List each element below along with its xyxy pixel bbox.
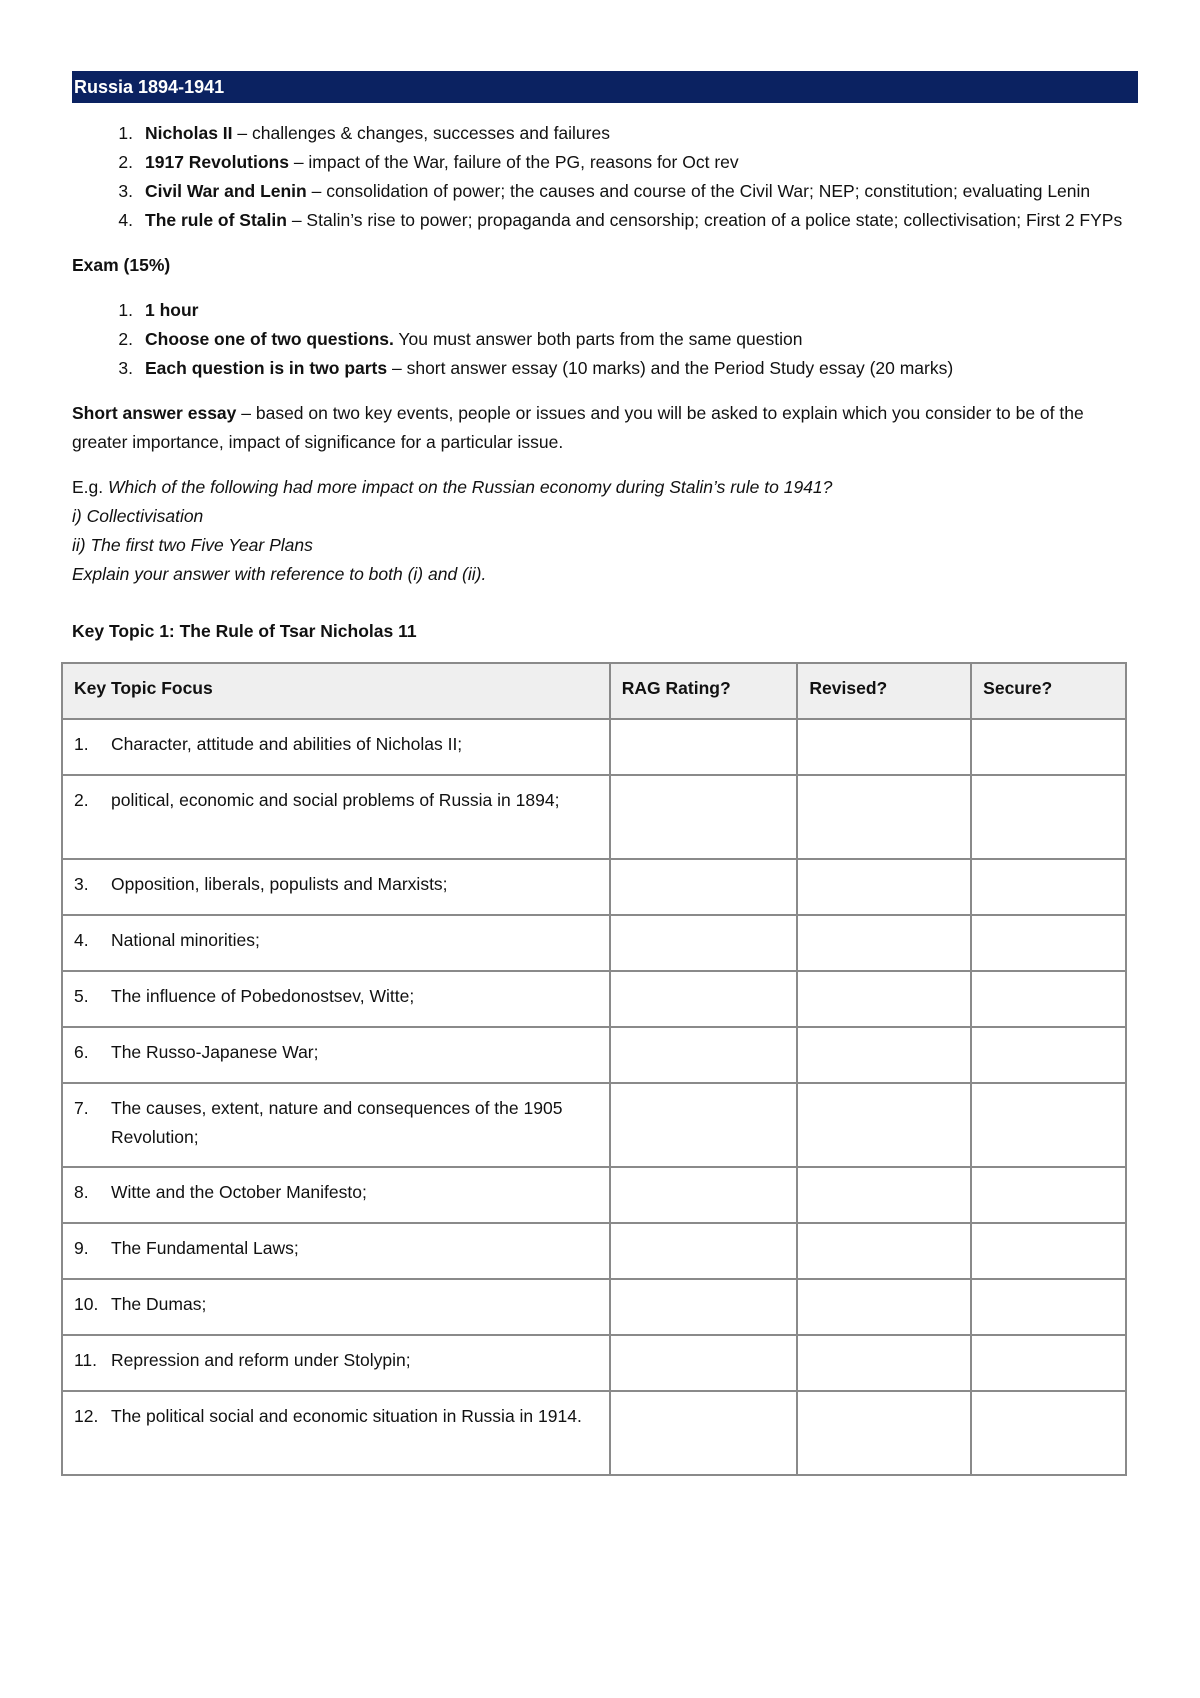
focus-cell (62, 1223, 610, 1279)
list-item (72, 296, 1138, 325)
row-number: 4. (74, 930, 89, 950)
revised-cell[interactable] (797, 1027, 971, 1083)
short-answer-paragraph (72, 399, 1138, 457)
list-item (72, 148, 1138, 177)
secure-cell[interactable] (971, 1391, 1126, 1475)
row-text: political, economic and social problems of Russia in 1894; (111, 790, 560, 810)
table-row (62, 719, 1126, 775)
rag-cell[interactable] (610, 915, 798, 971)
exam-heading: Exam (15%) (72, 255, 171, 275)
row-number: 12. (74, 1406, 99, 1426)
row-text: The influence of Pobedonostsev, Witte; (111, 986, 415, 1006)
table-header-row (62, 663, 1126, 719)
rag-cell[interactable] (610, 719, 798, 775)
secure-cell[interactable] (971, 1083, 1126, 1167)
column-header-focus: Key Topic Focus (62, 663, 610, 719)
short-answer-text: – based on two key events, people or issues and you will be asked to explain which you consider to be of the greater importance, impact of significance for a particular issue. (72, 403, 1084, 452)
revised-cell[interactable] (797, 971, 971, 1027)
list-number: 2. (118, 152, 133, 172)
column-header-revised: Revised? (797, 663, 971, 719)
table-row (62, 1223, 1126, 1279)
focus-cell (62, 719, 610, 775)
revised-cell[interactable] (797, 1335, 971, 1391)
secure-cell[interactable] (971, 915, 1126, 971)
list-number: 2. (118, 329, 133, 349)
table-row (62, 915, 1126, 971)
focus-cell (62, 775, 610, 859)
list-item (72, 206, 1138, 235)
row-number: 1. (74, 734, 89, 754)
rag-cell[interactable] (610, 971, 798, 1027)
list-item-text: You must answer both parts from the same question (393, 329, 803, 349)
row-number: 2. (74, 790, 89, 810)
table-row (62, 1391, 1126, 1475)
revised-cell[interactable] (797, 1167, 971, 1223)
example-option: i) Collectivisation (72, 506, 204, 526)
secure-cell[interactable] (971, 1223, 1126, 1279)
column-header-secure: Secure? (971, 663, 1126, 719)
list-number: 3. (118, 358, 133, 378)
secure-cell[interactable] (971, 1335, 1126, 1391)
table-row (62, 1027, 1126, 1083)
row-number: 8. (74, 1182, 89, 1202)
example-prefix: E.g. (72, 477, 108, 497)
list-item-label: Civil War and Lenin (145, 181, 307, 201)
row-number: 11. (74, 1350, 98, 1370)
row-text: National minorities; (111, 930, 260, 950)
list-item-text: – challenges & changes, successes and failures (232, 123, 610, 143)
list-number: 4. (118, 210, 133, 230)
list-item-label: 1917 Revolutions (145, 152, 289, 172)
rag-cell[interactable] (610, 1279, 798, 1335)
short-answer-label: Short answer essay (72, 403, 237, 423)
revised-cell[interactable] (797, 775, 971, 859)
table-row (62, 1279, 1126, 1335)
secure-cell[interactable] (971, 1167, 1126, 1223)
row-text: Opposition, liberals, populists and Marxists; (111, 874, 448, 894)
row-number: 5. (74, 986, 89, 1006)
key-topic-table (61, 662, 1127, 1476)
row-number: 3. (74, 874, 89, 894)
rag-cell[interactable] (610, 775, 798, 859)
secure-cell[interactable] (971, 1027, 1126, 1083)
row-number: 10. (74, 1294, 99, 1314)
row-text: Witte and the October Manifesto; (111, 1182, 367, 1202)
table-row (62, 1335, 1126, 1391)
row-text: Repression and reform under Stolypin; (111, 1350, 411, 1370)
list-item (72, 325, 1138, 354)
secure-cell[interactable] (971, 1279, 1126, 1335)
document-page (72, 71, 1138, 1476)
list-number: 3. (118, 181, 133, 201)
row-text: The Dumas; (111, 1294, 207, 1314)
table-row (62, 1083, 1126, 1167)
table-row (62, 859, 1126, 915)
focus-cell (62, 1083, 610, 1167)
rag-cell[interactable] (610, 859, 798, 915)
revised-cell[interactable] (797, 1279, 971, 1335)
focus-cell (62, 1335, 610, 1391)
focus-cell (62, 1391, 610, 1475)
row-number: 7. (74, 1098, 89, 1118)
list-item-label: Choose one of two questions. (145, 329, 394, 349)
row-text: The causes, extent, nature and consequences of the 1905 Revolution; (111, 1098, 563, 1147)
row-number: 9. (74, 1238, 89, 1258)
focus-cell (62, 1027, 610, 1083)
revised-cell[interactable] (797, 1223, 971, 1279)
list-item-label: 1 hour (145, 300, 199, 320)
secure-cell[interactable] (971, 719, 1126, 775)
revised-cell[interactable] (797, 859, 971, 915)
list-number: 1. (118, 123, 133, 143)
list-item-text: – Stalin’s rise to power; propaganda and censorship; creation of a police state; collectivisation; First 2 FYPs (286, 210, 1123, 230)
row-text: The political social and economic situation in Russia in 1914. (111, 1406, 582, 1426)
rag-cell[interactable] (610, 1223, 798, 1279)
focus-cell (62, 859, 610, 915)
focus-cell (62, 1279, 610, 1335)
table-row (62, 971, 1126, 1027)
secure-cell[interactable] (971, 971, 1126, 1027)
key-topic-heading: Key Topic 1: The Rule of Tsar Nicholas 11 (72, 621, 417, 641)
rag-cell[interactable] (610, 1167, 798, 1223)
revised-cell[interactable] (797, 719, 971, 775)
example-instruction: Explain your answer with reference to both (i) and (ii). (72, 564, 487, 584)
revised-cell[interactable] (797, 915, 971, 971)
list-item-label: Nicholas II (145, 123, 233, 143)
rag-cell[interactable] (610, 1027, 798, 1083)
example-block (72, 473, 1138, 589)
list-number: 1. (118, 300, 133, 320)
list-item (72, 119, 1138, 148)
list-item-text: – impact of the War, failure of the PG, reasons for Oct rev (288, 152, 739, 172)
row-text: Character, attitude and abilities of Nicholas II; (111, 734, 463, 754)
topics-list (72, 119, 1138, 235)
list-item-label: The rule of Stalin (145, 210, 287, 230)
rag-cell[interactable] (610, 1391, 798, 1475)
list-item (72, 354, 1138, 383)
row-number: 6. (74, 1042, 89, 1062)
secure-cell[interactable] (971, 859, 1126, 915)
table-row (62, 1167, 1126, 1223)
rag-cell[interactable] (610, 1083, 798, 1167)
example-question: Which of the following had more impact on the Russian economy during Stalin’s rule to 1941? (108, 477, 833, 497)
secure-cell[interactable] (971, 775, 1126, 859)
focus-cell (62, 915, 610, 971)
table-row (62, 775, 1126, 859)
example-option: ii) The first two Five Year Plans (72, 535, 313, 555)
revised-cell[interactable] (797, 1391, 971, 1475)
revised-cell[interactable] (797, 1083, 971, 1167)
focus-cell (62, 1167, 610, 1223)
list-item-text: – consolidation of power; the causes and course of the Civil War; NEP; constitution; evaluating Lenin (306, 181, 1091, 201)
row-text: The Fundamental Laws; (111, 1238, 299, 1258)
list-item-text: – short answer essay (10 marks) and the Period Study essay (20 marks) (387, 358, 954, 378)
list-item (72, 177, 1138, 206)
rag-cell[interactable] (610, 1335, 798, 1391)
focus-cell (62, 971, 610, 1027)
row-text: The Russo-Japanese War; (111, 1042, 319, 1062)
column-header-rag: RAG Rating? (610, 663, 798, 719)
exam-list (72, 296, 1138, 383)
document-title: Russia 1894-1941 (72, 71, 1138, 103)
list-item-label: Each question is in two parts (145, 358, 388, 378)
